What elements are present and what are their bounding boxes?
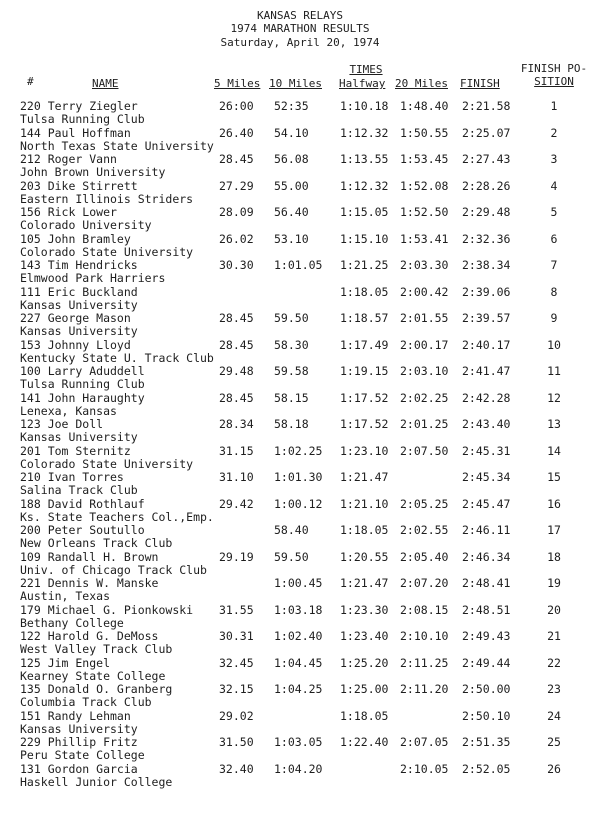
- finish-position: 15: [547, 470, 561, 484]
- split-5-miles: 32.45: [219, 655, 254, 670]
- table-row: [0, 312, 600, 339]
- split-5-miles: 30.31: [219, 629, 254, 643]
- finish-position: 14: [547, 443, 561, 458]
- col-halfway-header: Halfway: [339, 77, 386, 90]
- runner-name: 221 Dennis W. Manske: [20, 576, 159, 590]
- finish-position: 9: [550, 311, 558, 325]
- split-10-miles: 56.40: [274, 205, 309, 219]
- runner-club: Kearney State College: [20, 668, 166, 683]
- split-20-miles: 2:02.55: [400, 523, 449, 537]
- split-20-miles: 2:10.10: [400, 629, 449, 643]
- split-halfway: 1:19.15: [340, 364, 389, 378]
- split-5-miles: 28.45: [219, 311, 254, 325]
- finish-time: 2:39.57: [462, 311, 511, 325]
- split-10-miles: 59.50: [274, 311, 309, 325]
- split-halfway: 1:18.05: [340, 708, 389, 723]
- runner-club: Austin, Texas: [20, 589, 111, 603]
- col-name-header: NAME: [92, 77, 119, 90]
- finish-position: 1: [550, 99, 558, 113]
- col-position-header-line2: SITION: [534, 75, 574, 88]
- finish-time: 2:29.48: [462, 205, 511, 219]
- finish-time: 2:38.34: [462, 258, 511, 272]
- runner-name: 153 Johnny Lloyd: [20, 337, 131, 352]
- finish-time: 2:50.00: [462, 682, 511, 696]
- table-row: [0, 153, 600, 180]
- runner-club: Kentucky State U. Track Club: [20, 350, 214, 365]
- split-halfway: 1:17.52: [340, 390, 389, 405]
- runner-name: 135 Donald O. Granberg: [20, 682, 173, 696]
- split-5-miles: 26.02: [219, 231, 254, 246]
- col-10-miles-header: 10 Miles: [269, 77, 322, 90]
- finish-time: 2:49.44: [462, 655, 511, 670]
- runner-name: 200 Peter Soutullo: [20, 523, 145, 537]
- split-20-miles: 1:52.50: [400, 205, 449, 219]
- split-5-miles: 30.30: [219, 258, 254, 272]
- finish-position: 25: [547, 735, 561, 749]
- split-10-miles: 1:04.25: [274, 682, 323, 696]
- split-halfway: 1:12.32: [340, 125, 389, 140]
- split-halfway: 1:21.25: [340, 258, 389, 272]
- split-halfway: 1:23.40: [340, 629, 389, 643]
- split-20-miles: 1:48.40: [400, 99, 449, 113]
- finish-position: 24: [547, 708, 561, 723]
- runner-name: 143 Tim Hendricks: [20, 258, 138, 272]
- split-10-miles: 1:00.12: [274, 496, 323, 511]
- split-halfway: 1:15.10: [340, 231, 389, 246]
- runner-name: 179 Michael G. Pionkowski: [20, 602, 194, 617]
- split-halfway: 1:23.10: [340, 443, 389, 458]
- runner-name: 203 Dike Stirrett: [20, 178, 138, 193]
- split-10-miles: 1:03.05: [274, 735, 323, 749]
- split-10-miles: 1:04.20: [274, 761, 323, 776]
- results-title: 1974 MARATHON RESULTS: [230, 22, 370, 35]
- table-row: [0, 392, 600, 419]
- col-finish-header: FINISH: [460, 77, 500, 90]
- split-halfway: 1:13.55: [340, 152, 389, 166]
- table-row: [0, 604, 600, 631]
- finish-position: 7: [550, 258, 558, 272]
- runner-name: 141 John Haraughty: [20, 390, 145, 405]
- split-5-miles: 29.02: [219, 708, 254, 723]
- runner-name: 109 Randall H. Brown: [20, 549, 159, 564]
- split-20-miles: 2:05.40: [400, 549, 449, 564]
- split-halfway: 1:17.49: [340, 337, 389, 352]
- split-20-miles: 2:11.25: [400, 655, 449, 670]
- split-10-miles: 56.08: [274, 152, 309, 166]
- runner-name: 188 David Rothlauf: [20, 496, 145, 511]
- split-halfway: 1:17.52: [340, 417, 389, 431]
- split-5-miles: 29.48: [219, 364, 254, 378]
- finish-position: 16: [547, 496, 561, 511]
- runner-club: Bethany College: [20, 615, 124, 630]
- split-10-miles: 53.10: [274, 231, 309, 246]
- split-10-miles: 58.30: [274, 337, 309, 352]
- runner-club: Colorado State University: [20, 244, 194, 259]
- split-5-miles: 32.40: [219, 761, 254, 776]
- finish-time: 2:32.36: [462, 231, 511, 246]
- runner-club: Kansas University: [20, 324, 138, 338]
- table-row: [0, 127, 600, 154]
- runner-name: 105 John Bramley: [20, 231, 131, 246]
- runner-club: Lenexa, Kansas: [20, 403, 117, 418]
- split-20-miles: 2:08.15: [400, 602, 449, 617]
- table-row: [0, 259, 600, 286]
- finish-position: 3: [550, 152, 558, 166]
- runner-club: Kansas University: [20, 297, 138, 312]
- event-title: KANSAS RELAYS: [256, 9, 344, 22]
- split-10-miles: 58.15: [274, 390, 309, 405]
- split-5-miles: 29.19: [219, 549, 254, 564]
- finish-position: 12: [547, 390, 561, 405]
- split-10-miles: 55.00: [274, 178, 309, 193]
- split-10-miles: 1:01.05: [274, 258, 323, 272]
- table-row: [0, 471, 600, 498]
- table-row: [0, 498, 600, 525]
- finish-position: 11: [547, 364, 561, 378]
- split-5-miles: 28.45: [219, 390, 254, 405]
- table-row: [0, 365, 600, 392]
- split-5-miles: 28.45: [219, 152, 254, 166]
- table-row: [0, 710, 600, 737]
- runner-club: Colorado State University: [20, 456, 194, 471]
- finish-time: 2:45.31: [462, 443, 511, 458]
- split-halfway: 1:21.47: [340, 576, 389, 590]
- runner-club: Ks. State Teachers Col.,Emp.: [20, 509, 214, 524]
- split-20-miles: 2:02.25: [400, 390, 449, 405]
- event-date: Saturday, April 20, 1974: [220, 36, 380, 49]
- table-row: [0, 630, 600, 657]
- split-20-miles: 2:05.25: [400, 496, 449, 511]
- split-20-miles: 2:00.17: [400, 337, 449, 352]
- finish-position: 19: [547, 576, 561, 590]
- table-row: [0, 683, 600, 710]
- split-10-miles: 1:03.18: [274, 602, 323, 617]
- split-5-miles: 28.45: [219, 337, 254, 352]
- runner-club: Tulsa Running Club: [20, 112, 145, 126]
- finish-time: 2:27.43: [462, 152, 511, 166]
- finish-position: 6: [550, 231, 558, 246]
- table-row: [0, 657, 600, 684]
- runner-name: 123 Joe Doll: [20, 417, 104, 431]
- table-row: [0, 445, 600, 472]
- runner-name: 100 Larry Aduddell: [20, 364, 145, 378]
- split-halfway: 1:20.55: [340, 549, 389, 564]
- split-5-miles: 31.55: [219, 602, 254, 617]
- finish-time: 2:45.47: [462, 496, 511, 511]
- finish-time: 2:46.34: [462, 549, 511, 564]
- table-row: [0, 180, 600, 207]
- split-20-miles: 2:07.05: [400, 735, 449, 749]
- split-20-miles: 2:03.10: [400, 364, 449, 378]
- finish-position: 8: [550, 284, 558, 299]
- split-5-miles: 31.50: [219, 735, 254, 749]
- split-5-miles: 26:00: [219, 99, 254, 113]
- table-row: [0, 206, 600, 233]
- split-halfway: 1:10.18: [340, 99, 389, 113]
- split-20-miles: 2:00.42: [400, 284, 449, 299]
- col-position-header-line1: FINISH PO-: [520, 62, 588, 75]
- split-20-miles: 2:07.50: [400, 443, 449, 458]
- split-5-miles: 28.34: [219, 417, 254, 431]
- runner-club: New Orleans Track Club: [20, 536, 173, 550]
- table-row: [0, 524, 600, 551]
- split-10-miles: 1:04.45: [274, 655, 323, 670]
- finish-time: 2:43.40: [462, 417, 511, 431]
- table-row: [0, 233, 600, 260]
- split-10-miles: 1:01.30: [274, 470, 323, 484]
- split-20-miles: 1:53.45: [400, 152, 449, 166]
- finish-position: 13: [547, 417, 561, 431]
- runner-name: 131 Gordon Garcia: [20, 761, 138, 776]
- finish-time: 2:45.34: [462, 470, 511, 484]
- runner-club: Columbia Track Club: [20, 695, 152, 709]
- split-10-miles: 1:00.45: [274, 576, 323, 590]
- finish-time: 2:50.10: [462, 708, 511, 723]
- split-halfway: 1:25.00: [340, 682, 389, 696]
- finish-time: 2:48.41: [462, 576, 511, 590]
- split-halfway: 1:21.10: [340, 496, 389, 511]
- finish-position: 23: [547, 682, 561, 696]
- finish-time: 2:39.06: [462, 284, 511, 299]
- split-10-miles: 52:35: [274, 99, 309, 113]
- runner-club: Colorado University: [20, 218, 152, 232]
- finish-time: 2:40.17: [462, 337, 511, 352]
- runner-club: Tulsa Running Club: [20, 377, 145, 391]
- table-row: [0, 286, 600, 313]
- runner-club: Haskell Junior College: [20, 774, 173, 789]
- finish-time: 2:41.47: [462, 364, 511, 378]
- runner-name: 151 Randy Lehman: [20, 708, 131, 723]
- runner-name: 144 Paul Hoffman: [20, 125, 131, 140]
- finish-time: 2:48.51: [462, 602, 511, 617]
- finish-time: 2:42.28: [462, 390, 511, 405]
- split-20-miles: 2:07.20: [400, 576, 449, 590]
- runner-club: Elmwood Park Harriers: [20, 271, 166, 285]
- finish-position: 17: [547, 523, 561, 537]
- runner-name: 229 Phillip Fritz: [20, 735, 138, 749]
- runner-name: 125 Jim Engel: [20, 655, 111, 670]
- split-10-miles: 1:02.25: [274, 443, 323, 458]
- finish-time: 2:51.35: [462, 735, 511, 749]
- finish-position: 10: [547, 337, 561, 352]
- split-10-miles: 59.58: [274, 364, 309, 378]
- split-5-miles: 28.09: [219, 205, 254, 219]
- split-5-miles: 26.40: [219, 125, 254, 140]
- runner-club: Kansas University: [20, 721, 138, 736]
- split-5-miles: 31.10: [219, 470, 254, 484]
- split-5-miles: 31.15: [219, 443, 254, 458]
- split-20-miles: 1:50.55: [400, 125, 449, 140]
- split-halfway: 1:23.30: [340, 602, 389, 617]
- split-20-miles: 2:01.55: [400, 311, 449, 325]
- split-10-miles: 1:02.40: [274, 629, 323, 643]
- runner-name: 220 Terry Ziegler: [20, 99, 138, 113]
- runner-name: 210 Ivan Torres: [20, 470, 124, 484]
- table-row: [0, 339, 600, 366]
- runner-name: 111 Eric Buckland: [20, 284, 138, 299]
- finish-time: 2:25.07: [462, 125, 511, 140]
- table-row: [0, 577, 600, 604]
- runner-club: North Texas State University: [20, 138, 214, 153]
- finish-time: 2:28.26: [462, 178, 511, 193]
- finish-time: 2:21.58: [462, 99, 511, 113]
- finish-position: 2: [550, 125, 558, 140]
- finish-position: 20: [547, 602, 561, 617]
- runner-club: Salina Track Club: [20, 483, 138, 497]
- runner-club: Univ. of Chicago Track Club: [20, 562, 207, 577]
- finish-position: 21: [547, 629, 561, 643]
- split-halfway: 1:15.05: [340, 205, 389, 219]
- runner-club: Kansas University: [20, 430, 138, 444]
- runner-name: 201 Tom Sternitz: [20, 443, 131, 458]
- table-row: [0, 551, 600, 578]
- finish-position: 4: [550, 178, 558, 193]
- col-5-miles-header: 5 Miles: [214, 77, 261, 90]
- col-times-header: TIMES: [349, 63, 383, 76]
- split-20-miles: 2:10.05: [400, 761, 449, 776]
- runner-club: West Valley Track Club: [20, 642, 173, 656]
- finish-time: 2:52.05: [462, 761, 511, 776]
- runner-name: 212 Roger Vann: [20, 152, 117, 166]
- finish-position: 5: [550, 205, 558, 219]
- finish-position: 18: [547, 549, 561, 564]
- split-halfway: 1:18.57: [340, 311, 389, 325]
- col-number-header: #: [27, 75, 34, 88]
- split-20-miles: 1:53.41: [400, 231, 449, 246]
- runner-name: 227 George Mason: [20, 311, 131, 325]
- split-20-miles: 2:01.25: [400, 417, 449, 431]
- table-row: [0, 736, 600, 763]
- split-halfway: 1:12.32: [340, 178, 389, 193]
- split-10-miles: 59.50: [274, 549, 309, 564]
- split-20-miles: 2:11.20: [400, 682, 449, 696]
- col-20-miles-header: 20 Miles: [395, 77, 448, 90]
- finish-time: 2:46.11: [462, 523, 511, 537]
- split-halfway: 1:22.40: [340, 735, 389, 749]
- split-10-miles: 58.18: [274, 417, 309, 431]
- split-halfway: 1:21.47: [340, 470, 389, 484]
- split-20-miles: 2:03.30: [400, 258, 449, 272]
- split-5-miles: 32.15: [219, 682, 254, 696]
- split-halfway: 1:18.05: [340, 284, 389, 299]
- runner-club: John Brown University: [20, 165, 166, 179]
- runner-club: Peru State College: [20, 748, 145, 762]
- table-row: [0, 100, 600, 127]
- table-row: [0, 763, 600, 790]
- split-halfway: 1:25.20: [340, 655, 389, 670]
- split-10-miles: 54.10: [274, 125, 309, 140]
- runner-club: Eastern Illinois Striders: [20, 191, 194, 206]
- split-5-miles: 27.29: [219, 178, 254, 193]
- finish-position: 22: [547, 655, 561, 670]
- split-10-miles: 58.40: [274, 523, 309, 537]
- split-5-miles: 29.42: [219, 496, 254, 511]
- split-20-miles: 1:52.08: [400, 178, 449, 193]
- table-row: [0, 418, 600, 445]
- finish-position: 26: [547, 761, 561, 776]
- runner-name: 122 Harold G. DeMoss: [20, 629, 159, 643]
- finish-time: 2:49.43: [462, 629, 511, 643]
- split-halfway: 1:18.05: [340, 523, 389, 537]
- runner-name: 156 Rick Lower: [20, 205, 117, 219]
